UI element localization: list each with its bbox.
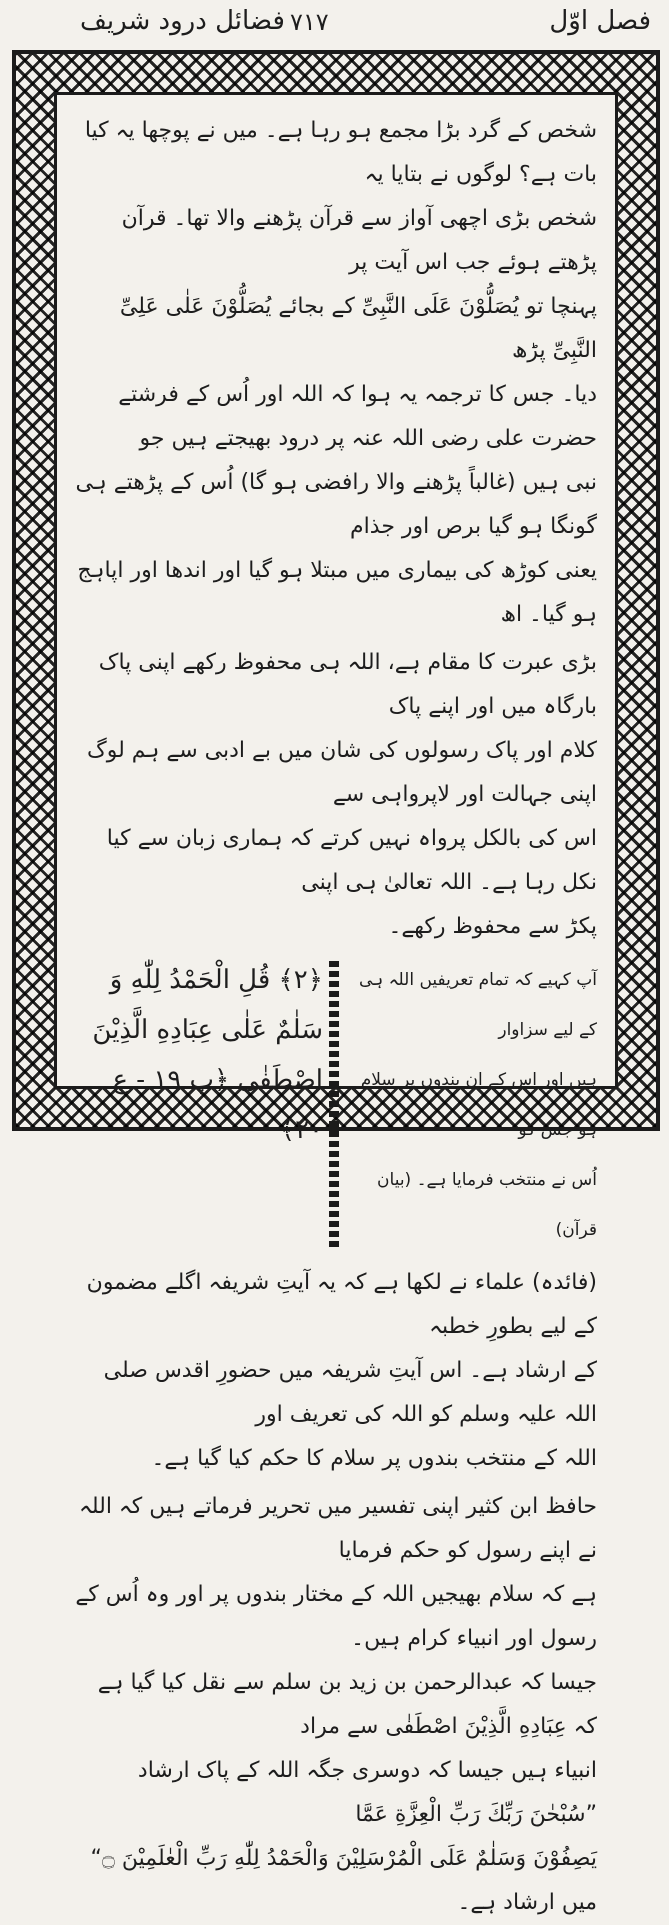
paragraph-1 bbox=[75, 109, 597, 637]
text-line: پکڑ سے محفوظ رکھے۔ bbox=[388, 914, 597, 939]
text-body bbox=[54, 92, 618, 1915]
text-line: نبی ہیں (غالباً پڑھنے والا رافضی ہو گا) اُس کے پڑھتے ہی گونگا ہو گیا برص اور جذام bbox=[75, 470, 597, 539]
text-line: اس کی بالکل پرواہ نہیں کرتے کہ ہماری زبان سے کیا نکل رہا ہے۔ اللہ تعالیٰ ہی اپنی bbox=[106, 826, 597, 895]
arabic-line: اصْطَفٰى ﴿پ ۱۹ - ع ۲۰﴾ bbox=[112, 1065, 323, 1145]
arabic-line: سَلٰمٌ عَلٰى عِبَادِهِ الَّذِيْنَ bbox=[92, 1015, 323, 1045]
text-line: شخص کے گرد بڑا مجمع ہو رہا ہے۔ میں نے پوچھا یہ کیا بات ہے؟ لوگوں نے بتایا یہ bbox=[84, 118, 597, 187]
paragraph-2 bbox=[75, 641, 597, 949]
chapter-title: فصل اوّل bbox=[549, 6, 651, 36]
ornamental-border bbox=[12, 50, 660, 1915]
translation-line: آپ کہیے کہ تمام تعریفیں اللہ ہی کے لیے سزاوار bbox=[359, 970, 597, 1040]
text-line: اللہ کے منتخب بندوں پر سلام کا حکم کیا گیا ہے۔ bbox=[151, 1446, 597, 1471]
text-line: جیسا کہ عبدالرحمن بن زید بن سلم سے نقل کیا گیا ہے کہ عِبَادِهِ الَّذِيْنَ اصْطَفٰى سے مراد bbox=[97, 1670, 597, 1739]
arabic-line: ﴿۲﴾ قُلِ الْحَمْدُ لِلّٰهِ وَ bbox=[109, 965, 323, 995]
translation-line: ہیں اور اس کے ان بندوں پر سلام ہو جس کو bbox=[360, 1070, 597, 1140]
verse-translation bbox=[345, 955, 597, 1255]
text-line: انبیاء ہیں جیسا کہ دوسری جگہ اللہ کے پاک ارشاد ”سُبْحٰنَ رَبِّكَ رَبِّ الْعِزَّةِ عَمَّا bbox=[137, 1758, 597, 1827]
verse-arabic bbox=[75, 955, 323, 1255]
book-title: فضائل درود شریف bbox=[80, 6, 285, 36]
page-number: ۷۱۷ bbox=[290, 8, 329, 36]
text-line: حافظ ابن کثیر اپنی تفسیر میں تحریر فرماتے ہیں کہ اللہ نے اپنے رسول کو حکم فرمایا bbox=[78, 1494, 597, 1563]
text-line: دیا۔ جس کا ترجمہ یہ ہوا کہ اللہ اور اُس کے فرشتے حضرت علی رضی اللہ عنہ پر درود بھیجتے ہیں جو bbox=[118, 382, 597, 451]
text-line: بڑی عبرت کا مقام ہے، اللہ ہی محفوظ رکھے اپنی پاک بارگاہ میں اور اپنے پاک bbox=[98, 650, 597, 719]
text-line: ہے کہ سلام بھیجیں اللہ کے مختار بندوں پر اور وہ اُس کے رسول اور انبیاء کرام ہیں۔ bbox=[75, 1582, 597, 1651]
verse-divider bbox=[329, 961, 339, 1249]
quran-verse-block bbox=[75, 955, 597, 1255]
text-line: کلام اور پاک رسولوں کی شان میں بے ادبی سے ہم لوگ اپنی جہالت اور لاپرواہی سے bbox=[87, 738, 597, 807]
paragraph-4 bbox=[75, 1485, 597, 1925]
text-line: کے ارشاد ہے۔ اس آیتِ شریفہ میں حضورِ اقدس صلی اللہ علیہ وسلم کو اللہ کی تعریف اور bbox=[103, 1358, 597, 1427]
translation-line: اُس نے منتخب فرمایا ہے۔ (بیان قرآن) bbox=[377, 1170, 597, 1240]
text-line: یعنی کوڑھ کی بیماری میں مبتلا ہو گیا اور اندھا اور اپاہج ہو گیا۔ اھ bbox=[77, 558, 597, 627]
paragraph-3 bbox=[75, 1261, 597, 1481]
text-line: (فائدہ) علماء نے لکھا ہے کہ یہ آیتِ شریفہ اگلے مضمون کے لیے بطورِ خطبہ bbox=[86, 1270, 597, 1339]
text-line: پہنچا تو یُصَلُّوْنَ عَلَى النَّبِیِّ کے بجائے یُصَلُّوْنَ عَلٰی عَلِیِّ النَّبِیِّ پڑھ bbox=[119, 294, 597, 363]
text-line: يَصِفُوْنَ وَسَلٰمٌ عَلَى الْمُرْسَلِيْنَ وَالْحَمْدُ لِلّٰهِ رَبِّ الْعٰلَمِيْنَ ۝“ میں ارشاد ہے۔ bbox=[90, 1846, 597, 1915]
text-line: شخص بڑی اچھی آواز سے قرآن پڑھنے والا تھا۔ قرآن پڑھتے ہوئے جب اس آیت پر bbox=[121, 206, 597, 275]
